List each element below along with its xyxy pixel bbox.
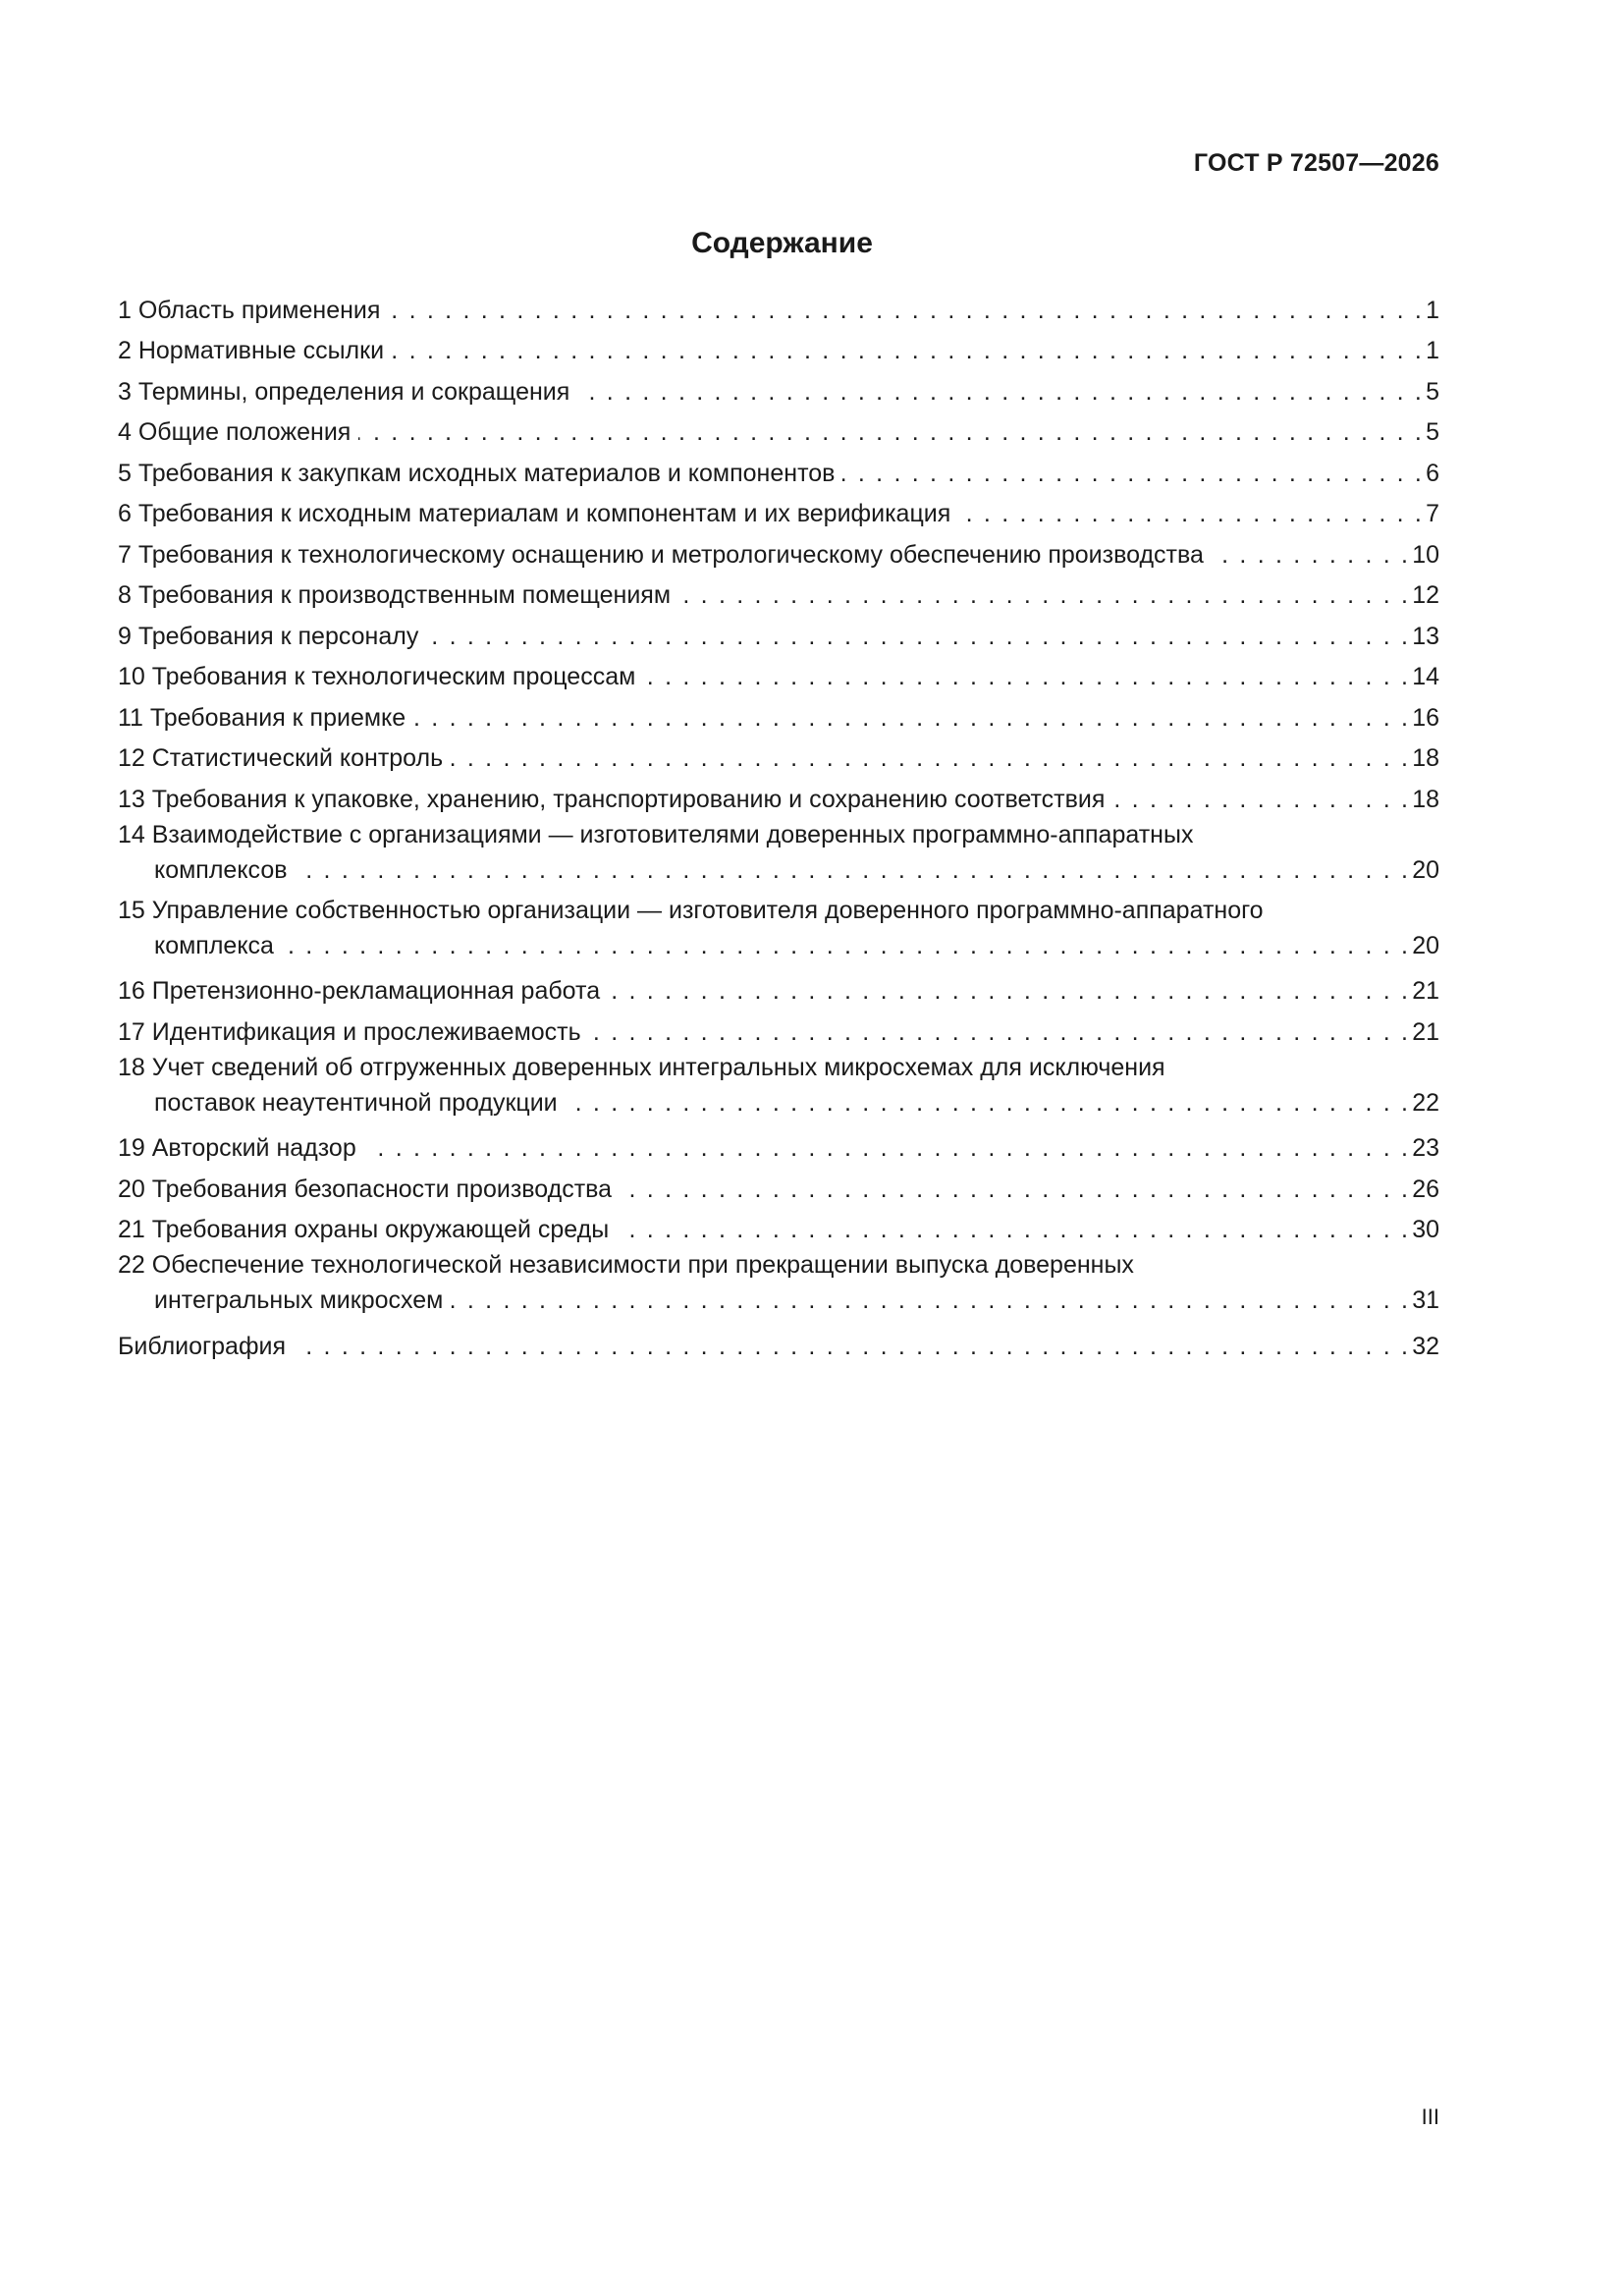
toc-entry[interactable] — [118, 328, 1439, 369]
toc-entry-title: 4 Общие положения — [118, 418, 352, 446]
toc-entry-title: 5 Требования к закупкам исходных материалов и компонентов — [118, 459, 836, 487]
toc-entry-title: 10 Требования к технологическим процессам — [118, 663, 636, 690]
toc-entry-title: 15 Управление собственностью организации — изготовителя доверенного программно-аппаратного — [118, 896, 1264, 924]
dot-leader — [589, 1014, 1411, 1050]
dot-leader — [451, 1283, 1410, 1318]
toc-entry[interactable] — [118, 736, 1439, 777]
toc-entry-page: 10 — [1412, 540, 1439, 569]
dot-leader — [958, 496, 1424, 531]
toc-entry-title-continuation: интегральных микросхем — [154, 1286, 444, 1314]
toc-entry[interactable] — [118, 531, 1439, 573]
toc-heading: Содержание — [691, 227, 873, 259]
toc-entry[interactable] — [118, 893, 1439, 968]
toc-entry[interactable] — [118, 491, 1439, 532]
toc-entry[interactable] — [118, 1207, 1439, 1248]
toc-entry-title-continuation: комплексов — [154, 855, 288, 884]
toc-entry-page: 26 — [1412, 1175, 1439, 1203]
dot-leader — [1212, 537, 1410, 573]
toc-entry-title: 14 Взаимодействие с организациями — изготовителями доверенных программно-аппаратных — [118, 820, 1194, 848]
toc-entry-page: 16 — [1412, 703, 1439, 732]
toc-entry-title: 16 Претензионно-рекламационная работа — [118, 977, 601, 1005]
dot-leader — [358, 414, 1424, 450]
toc-entry-page: 6 — [1426, 459, 1439, 487]
toc-entry-title: 19 Авторский надзор — [118, 1134, 356, 1162]
toc-entry-title: 21 Требования охраны окружающей среды — [118, 1216, 610, 1243]
toc-entry-page: 5 — [1426, 377, 1439, 406]
toc-entry-page: 1 — [1426, 296, 1439, 324]
dot-leader — [577, 374, 1424, 410]
toc-entry-title: 9 Требования к персоналу — [118, 622, 419, 650]
toc-entry-title: 2 Нормативные ссылки — [118, 337, 385, 364]
dot-leader — [1112, 782, 1410, 817]
toc-entry-page: 5 — [1426, 418, 1439, 446]
toc-entry-page: 14 — [1412, 663, 1439, 690]
dot-leader — [617, 1212, 1410, 1247]
toc-entry-title: 3 Термины, определения и сокращения — [118, 377, 570, 406]
toc-entry-title-continuation: комплекса — [154, 931, 274, 959]
dot-leader — [294, 1329, 1410, 1364]
dot-leader — [608, 973, 1410, 1009]
toc-entry-page: 32 — [1412, 1332, 1439, 1360]
toc-entry-page: 18 — [1412, 744, 1439, 772]
toc-entry-page: 1 — [1426, 337, 1439, 364]
toc-entry[interactable] — [118, 1323, 1439, 1364]
dot-leader — [296, 852, 1411, 888]
toc-entry-title: 13 Требования к упаковке, хранению, транспортированию и сохранению соответствия — [118, 785, 1106, 813]
toc-entry[interactable] — [118, 1009, 1439, 1050]
toc-entry[interactable] — [118, 410, 1439, 451]
dot-leader — [282, 928, 1410, 963]
toc-entry-title: 6 Требования к исходным материалам и компонентам и их верификация — [118, 500, 951, 527]
toc-entry[interactable] — [118, 817, 1439, 893]
dot-leader — [426, 619, 1410, 654]
toc-entry-title: 1 Область применения — [118, 296, 381, 324]
dot-leader — [364, 1130, 1410, 1166]
toc-entry-page: 23 — [1412, 1134, 1439, 1162]
toc-entry-title: 7 Требования к технологическому оснащению и метрологическому обеспечению производства — [118, 540, 1204, 569]
toc-entry-title: 12 Статистический контроль — [118, 744, 444, 772]
toc-entry-page: 21 — [1412, 977, 1439, 1005]
dot-leader — [842, 456, 1424, 491]
toc-entry-page: 30 — [1412, 1216, 1439, 1243]
toc-entry-title: 8 Требования к производственным помещениям — [118, 581, 672, 609]
toc-entry-page: 13 — [1412, 622, 1439, 650]
toc-entry-title: 18 Учет сведений об отгруженных доверенных интегральных микросхемах для исключения — [118, 1053, 1165, 1081]
toc-entry[interactable] — [118, 573, 1439, 614]
table-of-contents — [118, 287, 1439, 1364]
dot-leader — [388, 293, 1424, 328]
toc-entry[interactable] — [118, 1247, 1439, 1323]
toc-entry[interactable] — [118, 1125, 1439, 1167]
toc-entry[interactable] — [118, 694, 1439, 736]
toc-entry-page: 31 — [1412, 1286, 1439, 1314]
dot-leader — [413, 700, 1410, 736]
toc-entry[interactable] — [118, 1050, 1439, 1125]
page-number: III — [1421, 2105, 1439, 2129]
toc-entry-title: 11 Требования к приемке — [118, 703, 406, 732]
toc-entry-title: Библиография — [118, 1332, 287, 1360]
toc-entry-page: 20 — [1412, 931, 1439, 959]
dot-leader — [678, 577, 1410, 613]
dot-leader — [392, 333, 1424, 368]
dot-leader — [620, 1172, 1410, 1207]
toc-entry[interactable] — [118, 613, 1439, 654]
toc-entry-title: 20 Требования безопасности производства — [118, 1175, 613, 1203]
dot-leader — [451, 740, 1410, 776]
toc-entry-page: 20 — [1412, 855, 1439, 884]
toc-entry[interactable] — [118, 368, 1439, 410]
toc-entry[interactable] — [118, 776, 1439, 817]
toc-entry-page: 18 — [1412, 785, 1439, 813]
dot-leader — [643, 659, 1410, 694]
toc-entry[interactable] — [118, 1166, 1439, 1207]
toc-entry[interactable] — [118, 287, 1439, 328]
toc-entry-page: 22 — [1412, 1088, 1439, 1117]
toc-entry-page: 7 — [1426, 500, 1439, 527]
dot-leader — [566, 1085, 1411, 1121]
toc-entry[interactable] — [118, 450, 1439, 491]
toc-entry-title-continuation: поставок неаутентичной продукции — [154, 1088, 558, 1117]
toc-entry-title: 22 Обеспечение технологической независимости при прекращении выпуска доверенных — [118, 1251, 1134, 1279]
toc-entry[interactable] — [118, 968, 1439, 1010]
toc-entry[interactable] — [118, 654, 1439, 695]
toc-entry-page: 12 — [1412, 581, 1439, 609]
document-code: ГОСТ Р 72507—2026 — [1193, 149, 1439, 177]
toc-entry-page: 21 — [1412, 1017, 1439, 1046]
toc-entry-title: 17 Идентификация и прослеживаемость — [118, 1017, 581, 1046]
